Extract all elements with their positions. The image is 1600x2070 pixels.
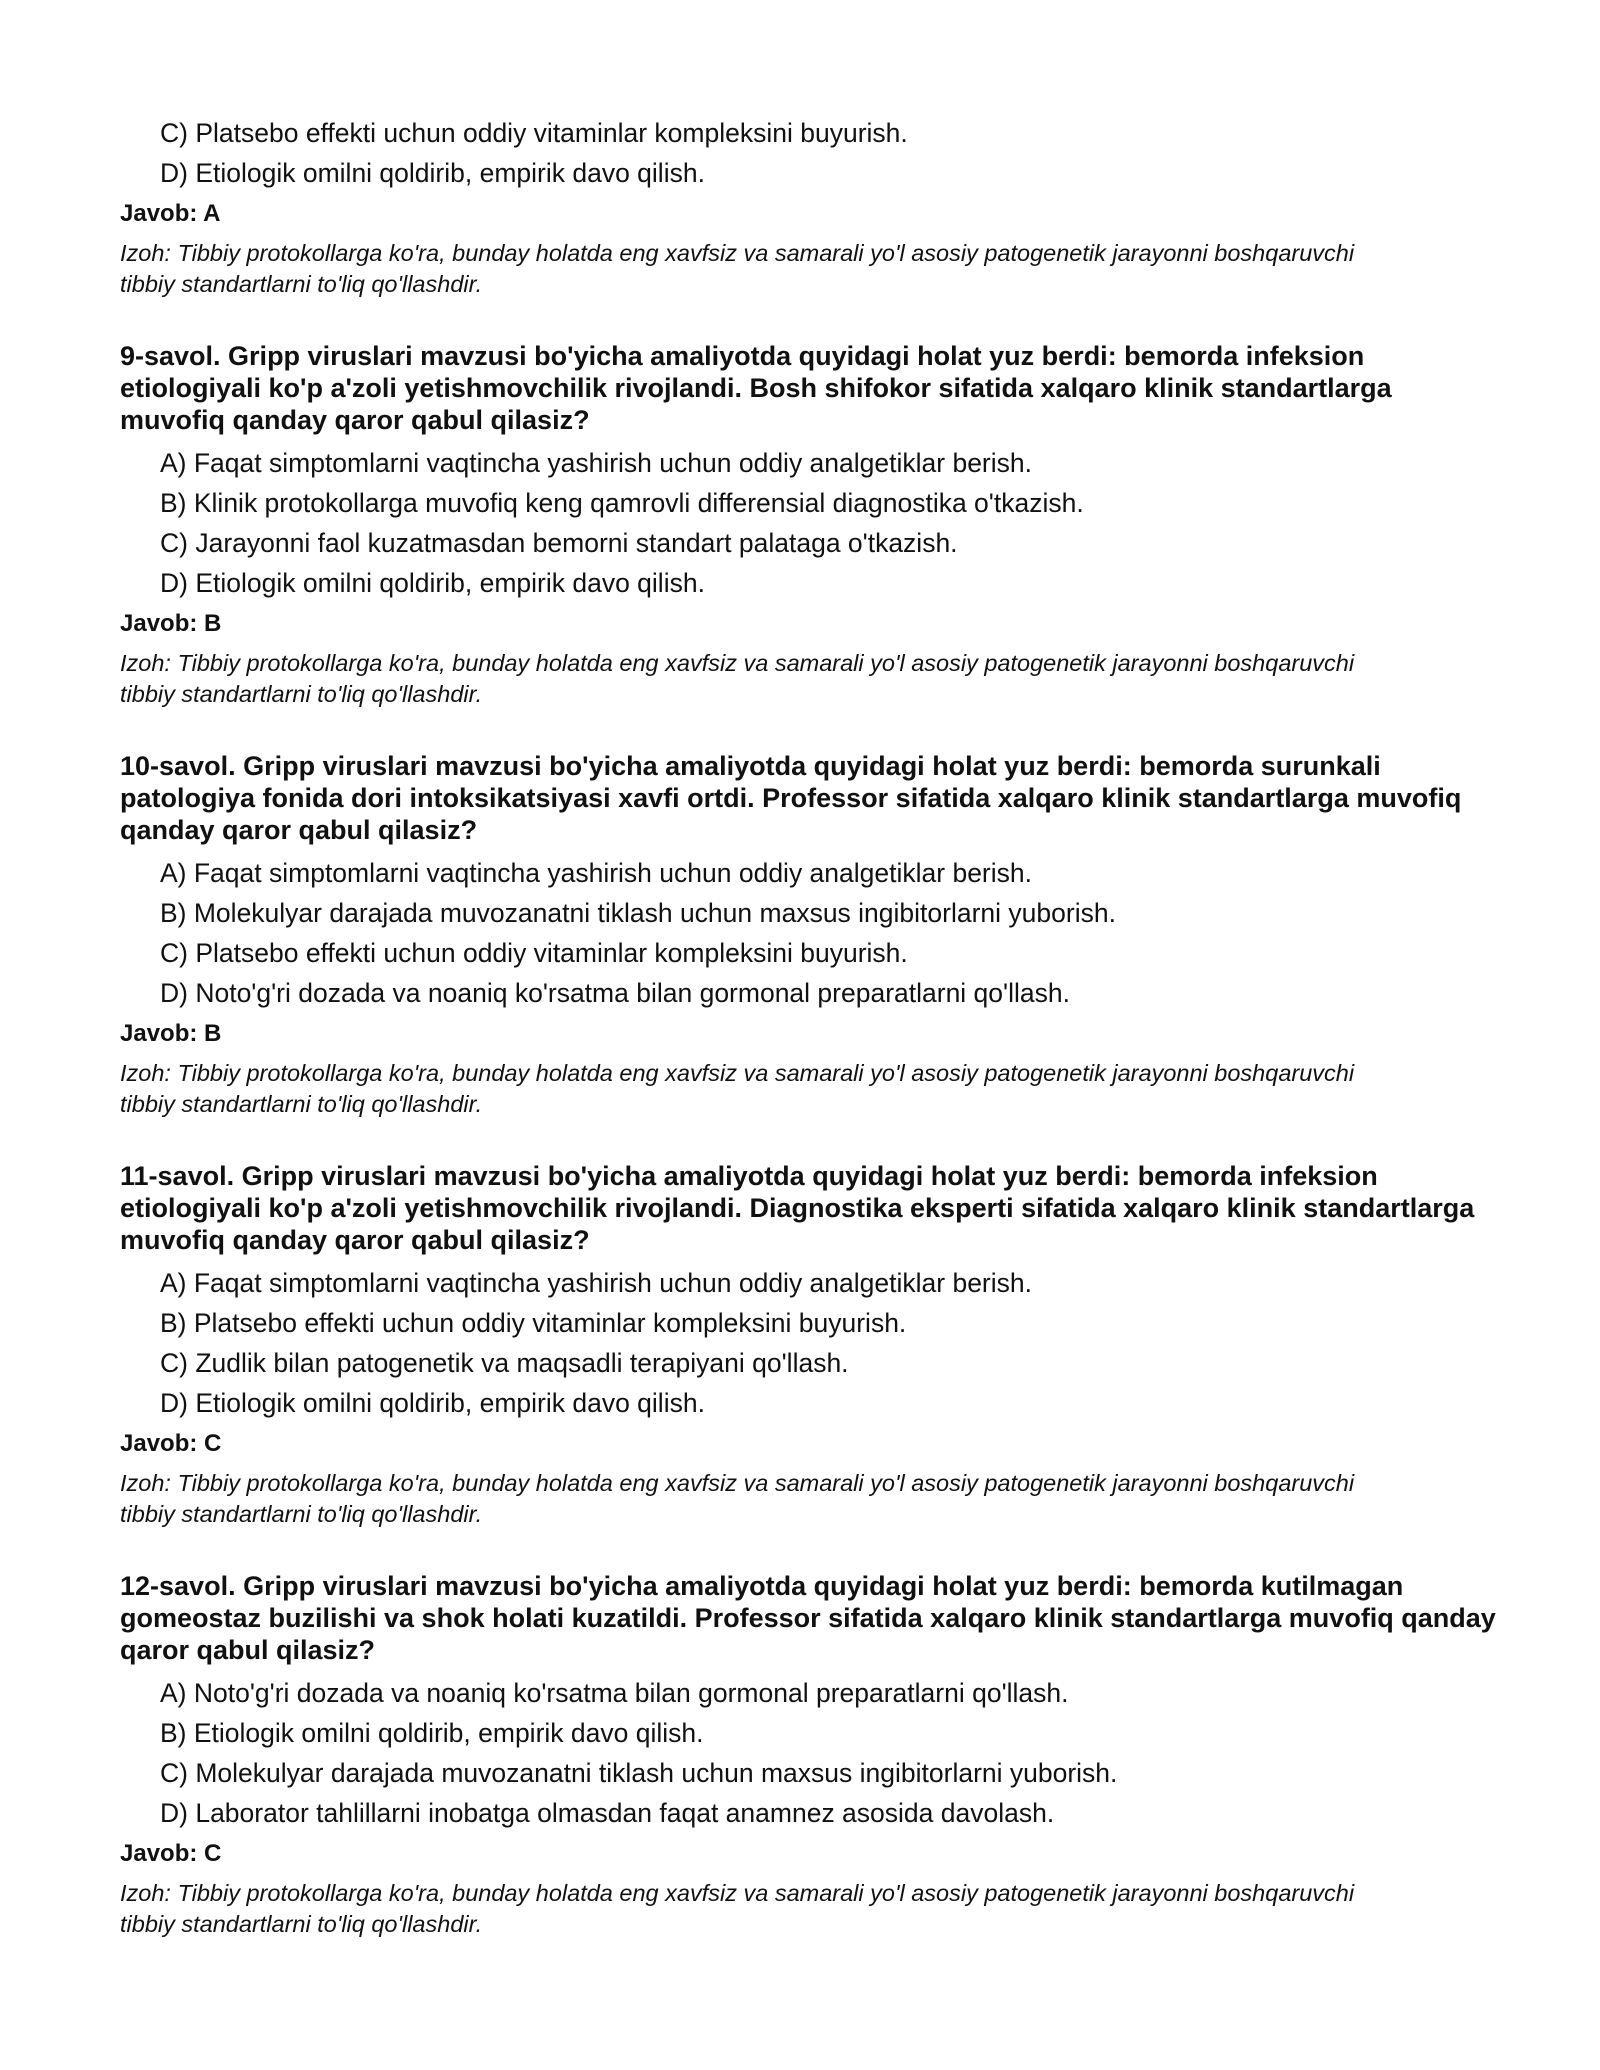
explanation-note: Izoh: Tibbiy protokollarga ko'ra, bunday holatda eng xavfsiz va samarali yo'l asosiy patogenetik jarayonni boshqaruvchi tibbiy standartlarni to'liq qo'llashdir. <box>120 650 1355 707</box>
explanation-note: Izoh: Tibbiy protokollarga ko'ra, bunday holatda eng xavfsiz va samarali yo'l asosiy patogenetik jarayonni boshqaruvchi tibbiy standartlarni to'liq qo'llashdir. <box>120 1060 1355 1117</box>
question-text: 10-savol. Gripp viruslari mavzusi bo'yicha amaliyotda quyidagi holat yuz berdi: bemorda surunkali patologiya fonida dori intoksikatsiyasi xavfi ortdi. Professor sifatida xalqaro klinik standartlarga muvofiq qanday qaror qabul qilasiz? <box>120 751 1462 845</box>
answer-options <box>120 118 1500 188</box>
question-9 <box>120 340 1500 710</box>
option-c: C) Zudlik bilan patogenetik va maqsadli terapiyani qo'llash. <box>160 1348 849 1378</box>
question-text: 11-savol. Gripp viruslari mavzusi bo'yicha amaliyotda quyidagi holat yuz berdi: bemorda infeksion etiologiyali ko'p a'zoli yetishmovchilik rivojlandi. Diagnostika eksperti sifatida xalqaro klinik standartlarga muvofiq qanday qaror qabul qilasiz? <box>120 1161 1475 1255</box>
answer-options <box>120 858 1500 1008</box>
answer-options <box>120 1678 1500 1828</box>
answer-label: Javob: C <box>120 1430 222 1457</box>
question-continuation <box>120 118 1500 300</box>
option-d: D) Etiologik omilni qoldirib, empirik davo qilish. <box>160 1388 705 1418</box>
question-text: 12-savol. Gripp viruslari mavzusi bo'yicha amaliyotda quyidagi holat yuz berdi: bemorda kutilmagan gomeostaz buzilishi va shok holati kuzatildi. Professor sifatida xalqaro klinik standartlarga muvofiq qanday qaror qabul qilasiz? <box>120 1571 1496 1665</box>
option-a: A) Faqat simptomlarni vaqtincha yashirish uchun oddiy analgetiklar berish. <box>160 448 1032 478</box>
option-d: D) Laborator tahlillarni inobatga olmasdan faqat anamnez asosida davolash. <box>160 1798 1055 1828</box>
option-a: A) Faqat simptomlarni vaqtincha yashirish uchun oddiy analgetiklar berish. <box>160 858 1032 888</box>
option-c: C) Jarayonni faol kuzatmasdan bemorni standart palataga o'tkazish. <box>160 528 958 558</box>
option-b: B) Platsebo effekti uchun oddiy vitaminlar kompleksini buyurish. <box>160 1308 907 1338</box>
option-d: D) Noto'g'ri dozada va noaniq ko'rsatma bilan gormonal preparatlarni qo'llash. <box>160 978 1070 1008</box>
document-page <box>120 118 1500 1940</box>
explanation-note: Izoh: Tibbiy protokollarga ko'ra, bunday holatda eng xavfsiz va samarali yo'l asosiy patogenetik jarayonni boshqaruvchi tibbiy standartlarni to'liq qo'llashdir. <box>120 1880 1355 1937</box>
answer-label: Javob: C <box>120 1840 222 1867</box>
option-c: C) Molekulyar darajada muvozanatni tiklash uchun maxsus ingibitorlarni yuborish. <box>160 1758 1118 1788</box>
option-b: B) Etiologik omilni qoldirib, empirik davo qilish. <box>160 1718 704 1748</box>
question-11 <box>120 1160 1500 1530</box>
explanation-note: Izoh: Tibbiy protokollarga ko'ra, bunday holatda eng xavfsiz va samarali yo'l asosiy patogenetik jarayonni boshqaruvchi tibbiy standartlarni to'liq qo'llashdir. <box>120 1470 1355 1527</box>
answer-options <box>120 448 1500 598</box>
option-b: B) Molekulyar darajada muvozanatni tiklash uchun maxsus ingibitorlarni yuborish. <box>160 898 1116 928</box>
answer-label: Javob: B <box>120 610 222 637</box>
option-d: D) Etiologik omilni qoldirib, empirik davo qilish. <box>160 568 705 598</box>
option-a: A) Faqat simptomlarni vaqtincha yashirish uchun oddiy analgetiklar berish. <box>160 1268 1032 1298</box>
option-a: A) Noto'g'ri dozada va noaniq ko'rsatma bilan gormonal preparatlarni qo'llash. <box>160 1678 1069 1708</box>
option-c: C) Platsebo effekti uchun oddiy vitaminlar kompleksini buyurish. <box>160 118 908 148</box>
option-d: D) Etiologik omilni qoldirib, empirik davo qilish. <box>160 158 705 188</box>
answer-label: Javob: A <box>120 200 221 227</box>
explanation-note: Izoh: Tibbiy protokollarga ko'ra, bunday holatda eng xavfsiz va samarali yo'l asosiy patogenetik jarayonni boshqaruvchi tibbiy standartlarni to'liq qo'llashdir. <box>120 240 1355 297</box>
option-b: B) Klinik protokollarga muvofiq keng qamrovli differensial diagnostika o'tkazish. <box>160 488 1084 518</box>
question-text: 9-savol. Gripp viruslari mavzusi bo'yicha amaliyotda quyidagi holat yuz berdi: bemorda infeksion etiologiyali ko'p a'zoli yetishmovchilik rivojlandi. Bosh shifokor sifatida xalqaro klinik standartlarga muvofiq qanday qaror qabul qilasiz? <box>120 341 1392 435</box>
option-c: C) Platsebo effekti uchun oddiy vitaminlar kompleksini buyurish. <box>160 938 908 968</box>
question-10 <box>120 750 1500 1120</box>
question-12 <box>120 1570 1500 1940</box>
answer-options <box>120 1268 1500 1418</box>
answer-label: Javob: B <box>120 1020 222 1047</box>
